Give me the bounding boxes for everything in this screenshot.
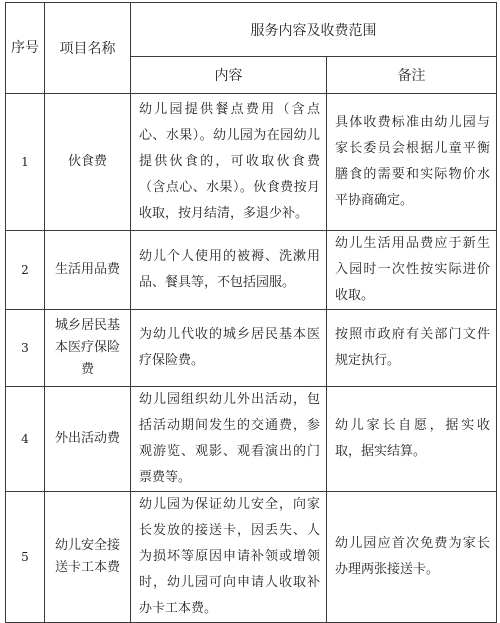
header-note: 备注 xyxy=(327,57,497,94)
row-number: 4 xyxy=(6,387,45,492)
item-content: 幼儿园为保证幼儿安全，向家长发放的接送卡，因丢失、人为损坏等原因申请补领或增领时，幼儿园可向申请人收取补办卡工本费。 xyxy=(131,492,327,623)
header-service-scope: 服务内容及收费范围 xyxy=(131,3,497,57)
row-number: 1 xyxy=(6,94,45,231)
row-number: 2 xyxy=(6,231,45,310)
table-row xyxy=(6,94,497,231)
item-name: 外出活动费 xyxy=(45,387,131,492)
item-note: 具体收费标准由幼儿园与家长委员会根据儿童平衡膳食的需要和实际物价水平协商确定。 xyxy=(327,94,497,231)
item-name: 伙食费 xyxy=(45,94,131,231)
item-name: 生活用品费 xyxy=(45,231,131,310)
header-name: 项目名称 xyxy=(45,3,131,94)
item-name: 幼儿安全接送卡工本费 xyxy=(45,492,131,623)
item-note: 按照市政府有关部门文件规定执行。 xyxy=(327,310,497,387)
item-content: 幼儿园组织幼儿外出活动，包括活动期间发生的交通费，参观游览、观影、观看演出的门票费等。 xyxy=(131,387,327,492)
table-row xyxy=(6,387,497,492)
item-name: 城乡居民基本医疗保险费 xyxy=(45,310,131,387)
item-content: 幼儿园提供餐点费用（含点心、水果）。幼儿园为在园幼儿提供伙食的，可收取伙食费（含点心、水果）。伙食费按月收取，按月结清，多退少补。 xyxy=(131,94,327,231)
item-note: 幼儿家长自愿，据实收取，据实结算。 xyxy=(327,387,497,492)
row-number: 3 xyxy=(6,310,45,387)
header-content: 内容 xyxy=(131,57,327,94)
fee-table xyxy=(5,2,497,623)
table-row xyxy=(6,231,497,310)
header-row-top xyxy=(6,3,497,57)
table-row xyxy=(6,492,497,623)
item-note: 幼儿园应首次免费为家长办理两张接送卡。 xyxy=(327,492,497,623)
item-content: 为幼儿代收的城乡居民基本医疗保险费。 xyxy=(131,310,327,387)
header-no: 序号 xyxy=(6,3,45,94)
table-row xyxy=(6,310,497,387)
row-number: 5 xyxy=(6,492,45,623)
item-content: 幼儿个人使用的被褥、洗漱用品、餐具等，不包括园服。 xyxy=(131,231,327,310)
item-note: 幼儿生活用品费应于新生入园时一次性按实际进价收取。 xyxy=(327,231,497,310)
